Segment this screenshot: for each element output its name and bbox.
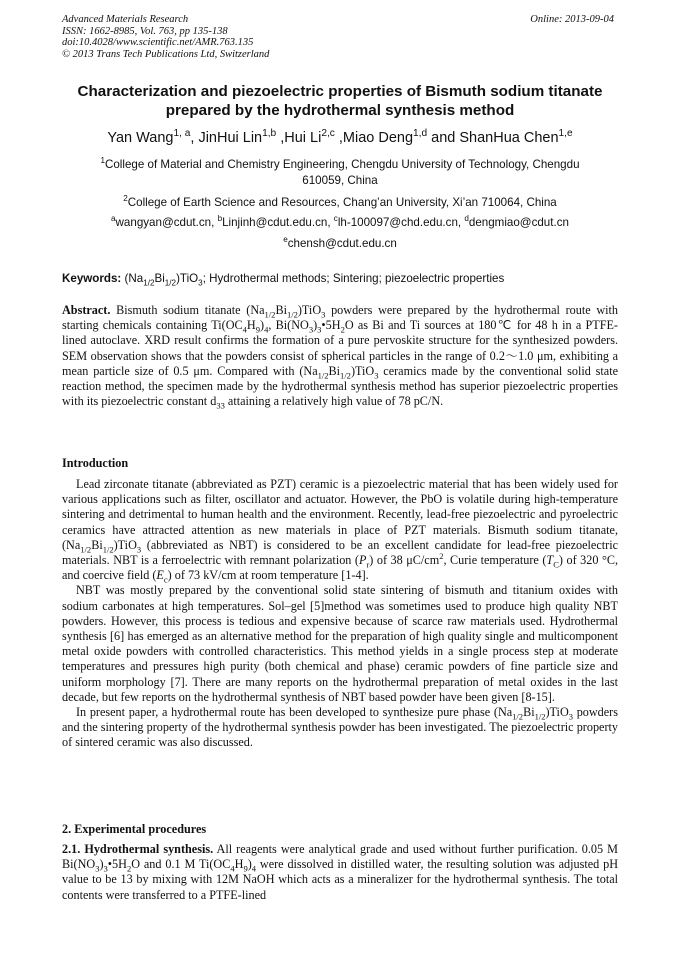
journal-copyright: © 2013 Trans Tech Publications Ltd, Switzerland (62, 48, 270, 60)
author-name: Yan Wang (107, 130, 174, 146)
email-sup: a (111, 214, 116, 224)
email: Linjinh@cdut.edu.cn (222, 216, 328, 229)
email: wangyan@cdut.cn (115, 216, 212, 229)
introduction-body: Lead zirconate titanate (abbreviated as PZT) ceramic is a piezoelectric material that has been widely used for various applications such as filter, oscillator and actuator. However, the PbO is volatile during high-temperature sintering and detrimental to human health and the environment. Recently, lead-free piezoelectric and pyroelectric ceramics have attracted attention as new materials in place of PZT materials. Bismuth sodium titanate, $(Na_{1/2}Bi_{1/2})TiO_3$ (abbreviated as NBT) is considered to be an excellent candidate for lead-free piezoelectric materials. NBT is a ferroelectric with remnant polarization $(P_r)$ of 38 $\mu C/cm^2$, Curie temperature $(T_C)$ of 320 °C, and coercive field $(E_c)$ of 73 kV/cm at room temperature [1-4]. NBT was mostly prepared by the conventional solid state sintering of bismuth and titanium oxides with sodium carbonates at high temperatures. Sol–gel [5]method was sometimes used to produce high quality NBT powders. However, this process is tedious and expensive because of scarce raw materials used. Hydrothermal synthesis [6] has emerged as an alternative method for the preparation of high quality single and multicomponent metal oxide powders with controlled characteristics. This method yields in a single process step at moderate temperatures and pressures high purity (both chemical and phase) ceramic powders of fine particle size and uniform morphology [7]. There are many reports on the hydrothermal preparation of metal oxides in the last decade, but few reports on the hydrothermal synthesis of NBT based powder have been given [8-15]. In present paper, a hydrothermal route has been developed to synthesize pure phase $(Na_{1/2}Bi_{1/2})TiO_3$ powders and the sintering property of the hydrothermal synthesis powder has been investigated. The piezoelectric property of sintered ceramic was also discussed. (62, 477, 618, 750)
title-line-1: Characterization and piezoelectric properties of Bismuth sodium titanate (77, 83, 603, 100)
abstract-label: Abstract. (62, 303, 111, 317)
paper-title (62, 82, 618, 120)
introduction-heading: Introduction (62, 456, 129, 470)
email-sup: c (333, 214, 338, 224)
author-sup: 1, a (173, 128, 191, 140)
section-2-body: 2.1. Hydrothermal synthesis. All reagents were analytical grade and used without further purification. 0.05 M $Bi(NO_3)_3•5H_2O$ and 0.1 M $Ti(OC_4H_9)_4$ were dissolved in distilled water, the resulting solution was adjusted pH value to be 13 by mixing with 12M NaOH which acts as a mineralizer for the hydrothermal synthesis. The total contents were transferred to a PTFE-lined (62, 842, 619, 902)
author-list: Yan Wang$^{1, a}$, JinHui Lin$^{1,b}$ ,Hui Li$^{2,c}$ ,Miao Deng$^{1,d}$ and ShanHua Chen$^{1,e}$ (107, 128, 573, 146)
keywords: Keywords: $(Na_{1/2}Bi_{1/2})TiO_3$; Hydrothermal methods; Sintering; piezoelectric properties (62, 272, 505, 288)
affiliation-text: College of Earth Science and Resources, Chang’an University, Xi’an 710064, China (127, 196, 557, 209)
author-name: Miao Deng (342, 130, 414, 146)
affiliation-text: College of Material and Chemistry Engineering, Chengdu University of Technology, Chengdu (104, 158, 580, 171)
email-sup: b (217, 214, 223, 224)
journal-header (62, 14, 618, 60)
email-list: $^a$wangyan@cdut.cn, $^b$Linjinh@cdut.edu.cn, $^c$lh-100097@chd.edu.cn, $^d$dengmiao@cdut.cn $^e$chensh@cdut.edu.cn (111, 214, 569, 250)
author-name: ShanHua Chen (459, 130, 559, 146)
title-line-2: prepared by the hydrothermal synthesis method (165, 102, 515, 119)
abstract: Abstract. Bismuth sodium titanate $(Na_{1/2}Bi_{1/2})TiO_3$ powders were prepared by the hydrothermal route with starting chemicals containing $Ti(OC_4H_9)_4$, $Bi(NO_3)_3•5H_2O$ as Bi and Ti sources at 180℃ for 48 h in a PTFE-lined autoclave. XRD result confirms the formation of a pure pervoskite structure for the synthesized powders. SEM observation shows that the powders consist of spherical particles in the range of 0.2～1.0 μm, exhibiting a mean particle size of 0.5 μm. Compared with $(Na_{1/2}Bi_{1/2})TiO_3$ ceramics made by the conventional solid state reaction method, the specimen made by the hydrothermal synthesis method has superior piezoelectric properties with its piezoelectric constant $d_{33}$ attaining a relatively high value of 78 pC/N. (62, 303, 619, 411)
affiliation-sup: 1 (100, 156, 105, 166)
author-sup: 1,d (413, 128, 428, 140)
affiliation-text: 610059, China (302, 173, 378, 187)
subsection-label: 2.1. Hydrothermal synthesis. (62, 842, 214, 856)
author-name: Hui Li (284, 130, 322, 146)
section-2-heading: 2. Experimental procedures (62, 822, 207, 836)
keywords-text: Hydrothermal methods; Sintering; piezoelectric properties (209, 272, 505, 285)
email: dengmiao@cdut.cn (468, 216, 569, 229)
journal-doi: doi:10.4028/www.scientific.net/AMR.763.135 (62, 37, 254, 48)
author-sup: 1,b (262, 128, 277, 140)
affiliation-sup: 2 (123, 194, 128, 204)
affiliation-2 (62, 195, 618, 211)
journal-issn: ISSN: 1662-8985, Vol. 763, pp 135-138 (62, 25, 228, 37)
email-sup: e (283, 234, 288, 244)
email: chensh@cdut.edu.cn (287, 236, 397, 250)
email-sup: d (464, 214, 469, 224)
affiliation-1 (62, 157, 618, 188)
author-name: JinHui Lin (198, 130, 263, 146)
author-sup: 2,c (321, 128, 335, 140)
email: lh-100097@chd.edu.cn (337, 216, 458, 229)
keywords-label: Keywords: (62, 272, 122, 285)
author-sup: 1,e (558, 128, 573, 140)
online-date: Online: 2013-09-04 (530, 14, 614, 25)
journal-name: Advanced Materials Research (62, 14, 189, 25)
